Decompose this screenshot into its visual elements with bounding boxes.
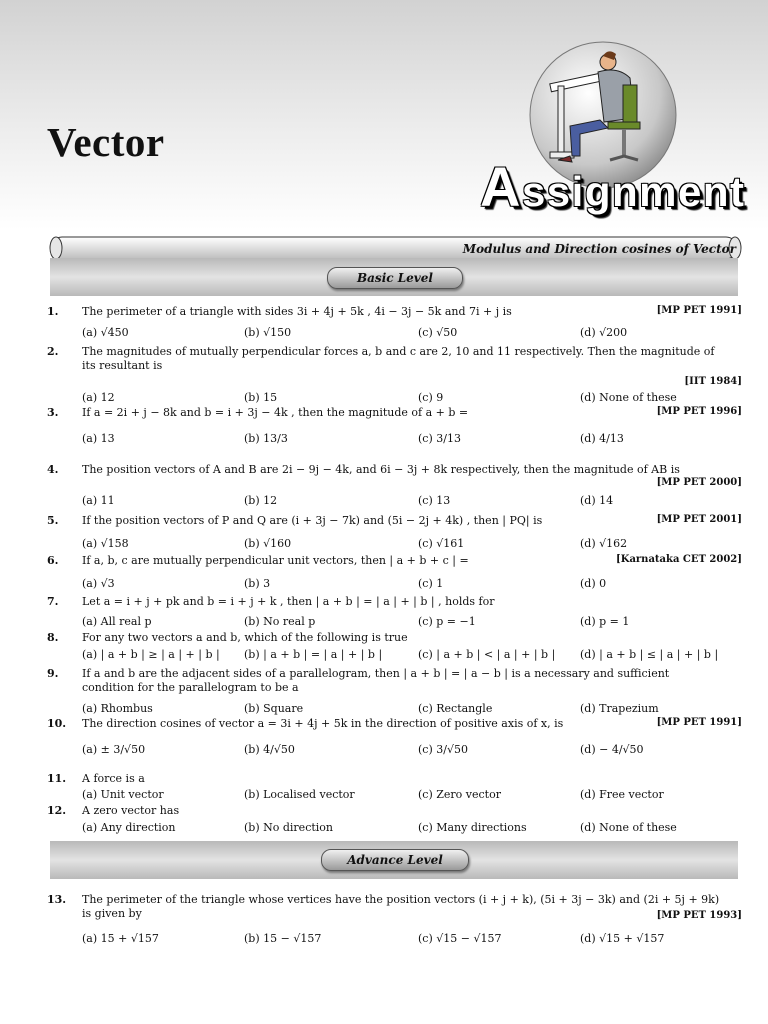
question-number: 5. [47,514,59,527]
answer-option[interactable]: (a) 15 + √157 [82,932,159,945]
answer-option[interactable]: (c) p = −1 [418,615,476,628]
question-text: The perimeter of the triangle whose vertices have the position vectors (i + j + k), (5i + 3j − 3k) and (2i + 5j + 9k) is given by [82,893,720,920]
answer-option[interactable]: (c) 3/13 [418,432,461,445]
assignment-rest: ssignment [521,168,746,215]
answer-option[interactable]: (a) √450 [82,326,129,339]
question-text: If a, b, c are mutually perpendicular unit vectors, then | a + b + c | = [82,554,469,567]
answer-option[interactable]: (a) Any direction [82,821,176,834]
question-number: 3. [47,406,59,419]
answer-option[interactable]: (a) 11 [82,494,115,507]
answer-option[interactable]: (c) 1 [418,577,444,590]
answer-option[interactable]: (d) None of these [580,391,677,404]
question-number: 1. [47,305,59,318]
answer-option[interactable]: (d) √162 [580,537,628,550]
answer-option[interactable]: (c) Rectangle [418,702,493,715]
advance-level-label: Advance Level [321,849,469,871]
answer-option[interactable]: (a) 12 [82,391,115,404]
question-text: The perimeter of a triangle with sides 3i + 4j + 5k , 4i − 3j − 5k and 7i + j is [82,305,512,318]
question-source: [MP PET 1991] [656,305,742,316]
question-number: 8. [47,631,59,644]
answer-option[interactable]: (b) 15 [244,391,278,404]
question-number: 13. [47,893,67,906]
answer-option[interactable]: (d) √200 [580,326,628,339]
question-number: 9. [47,667,59,680]
answer-option[interactable]: (d) | a + b | ≤ | a | + | b | [580,648,719,661]
answer-option[interactable]: (d) √15 + √157 [580,932,665,945]
answer-option[interactable]: (c) Zero vector [418,788,501,801]
answer-option[interactable]: (a) Rhombus [82,702,153,715]
answer-option[interactable]: (b) 12 [244,494,278,507]
answer-option[interactable]: (b) Square [244,702,304,715]
answer-option[interactable]: (d) Trapezium [580,702,659,715]
answer-option[interactable]: (b) 13/3 [244,432,288,445]
answer-option[interactable]: (a) √158 [82,537,129,550]
question-source: [IIT 1984] [684,376,742,387]
answer-option[interactable]: (c) 9 [418,391,444,404]
answer-option[interactable]: (d) 4/13 [580,432,624,445]
answer-option[interactable]: (a) 13 [82,432,115,445]
question-text: If the position vectors of P and Q are (i + 3j − 7k) and (5i − 2j + 4k) , then | PQ| is [82,514,543,527]
page-title: Vector [47,119,165,165]
answer-option[interactable]: (a) √3 [82,577,115,590]
question-number: 4. [47,463,59,476]
answer-option[interactable]: (a) ± 3/√50 [82,743,146,756]
answer-option[interactable]: (b) √160 [244,537,292,550]
question-text: If a and b are the adjacent sides of a parallelogram, then | a + b | = | a − b | is a necessary and sufficient condition for the parallelogram to be a [82,667,670,694]
question-number: 6. [47,554,59,567]
question-text: A zero vector has [82,804,180,817]
answer-option[interactable]: (b) Localised vector [244,788,355,801]
basic-level-label: Basic Level [327,267,463,289]
answer-option[interactable]: (a) Unit vector [82,788,164,801]
question-text: The position vectors of A and B are 2i − 9j − 4k, and 6i − 3j + 8k respectively, then the magnitude of AB is [82,463,680,476]
question-source: [MP PET 1996] [656,406,742,417]
question-text: The magnitudes of mutually perpendicular forces a, b and c are 2, 10 and 11 respectively. Then the magnitude of its resultant is [82,345,715,372]
question-text: Let a = i + j + pk and b = i + j + k , then | a + b | = | a | + | b | , holds for [82,595,495,608]
question-number: 7. [47,595,59,608]
question-source: [MP PET 2001] [656,514,742,525]
answer-option[interactable]: (c) Many directions [418,821,527,834]
answer-option[interactable]: (a) All real p [82,615,152,628]
answer-option[interactable]: (d) 14 [580,494,614,507]
question-text: For any two vectors a and b, which of the following is true [82,631,408,644]
answer-option[interactable]: (d) p = 1 [580,615,630,628]
question-text: A force is a [82,772,145,785]
question-source: [MP PET 2000] [656,477,742,488]
question-source: [MP PET 1993] [656,910,742,921]
answer-option[interactable]: (d) 0 [580,577,607,590]
question-text: The direction cosines of vector a = 3i + 4j + 5k in the direction of positive axis of x, is [82,717,564,730]
answer-option[interactable]: (c) 3/√50 [418,743,468,756]
answer-option[interactable]: (d) None of these [580,821,677,834]
answer-option[interactable]: (b) 15 − √157 [244,932,322,945]
assignment-initial: A [480,155,522,218]
answer-option[interactable]: (c) √161 [418,537,465,550]
section-title: Modulus and Direction cosines of Vector [462,242,736,256]
question-source: [MP PET 1991] [656,717,742,728]
question-number: 11. [47,772,67,785]
answer-option[interactable]: (c) | a + b | < | a | + | b | [418,648,556,661]
question-text: If a = 2i + j − 8k and b = i + 3j − 4k , then the magnitude of a + b = [82,406,469,419]
answer-option[interactable]: (b) No real p [244,615,316,628]
answer-option[interactable]: (c) √50 [418,326,458,339]
answer-option[interactable]: (d) − 4/√50 [580,743,644,756]
question-number: 2. [47,345,59,358]
answer-option[interactable]: (d) Free vector [580,788,664,801]
answer-option[interactable]: (b) √150 [244,326,292,339]
answer-option[interactable]: (b) 3 [244,577,271,590]
answer-option[interactable]: (b) No direction [244,821,333,834]
assignment-heading [480,154,746,219]
question-number: 10. [47,717,67,730]
question-source: [Karnataka CET 2002] [616,554,742,565]
answer-option[interactable]: (c) 13 [418,494,451,507]
question-number: 12. [47,804,67,817]
answer-option[interactable]: (b) | a + b | = | a | + | b | [244,648,383,661]
answer-option[interactable]: (a) | a + b | ≥ | a | + | b | [82,648,220,661]
answer-option[interactable]: (c) √15 − √157 [418,932,502,945]
answer-option[interactable]: (b) 4/√50 [244,743,295,756]
